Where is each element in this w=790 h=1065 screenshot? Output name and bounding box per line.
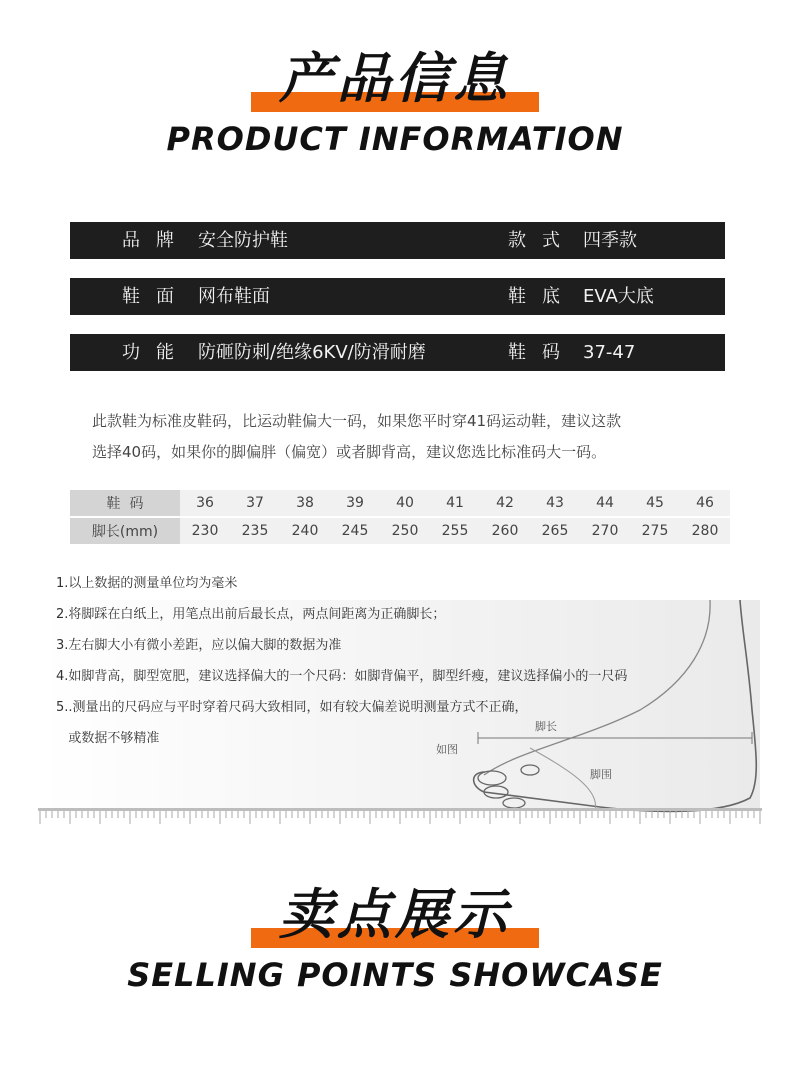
size-cell: 40 (380, 490, 430, 516)
info-key-brand: 品牌 (122, 230, 190, 251)
info-key-function: 功能 (122, 342, 190, 363)
length-cell: 260 (480, 518, 530, 544)
info-key-style: 款式 (508, 230, 576, 251)
length-row (70, 518, 730, 544)
length-cell: 270 (580, 518, 630, 544)
info-key-size: 鞋码 (508, 342, 576, 363)
selling-points-title-wrap (279, 880, 511, 950)
size-cell: 42 (480, 490, 530, 516)
measure-tips (56, 568, 627, 754)
info-row-function (70, 334, 725, 371)
size-cell: 44 (580, 490, 630, 516)
length-cell: 235 (230, 518, 280, 544)
size-cell: 38 (280, 490, 330, 516)
length-cell: 265 (530, 518, 580, 544)
tip-5-cont: 或数据不够精准 (56, 731, 160, 746)
tip-5: 5..测量出的尺码应与平时穿着尺码大致相同，如有较大偏差说明测量方式不正确， (56, 700, 528, 715)
size-cell: 45 (630, 490, 680, 516)
info-value-brand: 安全防护鞋 (198, 230, 288, 251)
tip-2: 2.将脚踩在白纸上，用笔点出前后最长点，两点间距离为正确脚长； (56, 607, 446, 622)
info-row-upper (70, 278, 725, 315)
sizing-note-line-1: 此款鞋为标准皮鞋码，比运动鞋偏大一码，如果您平时穿41码运动鞋，建议这款 (92, 412, 622, 430)
length-cell: 255 (430, 518, 480, 544)
tip-4: 4.如脚背高，脚型宽肥，建议选择偏大的一个尺码：如脚背偏平，脚型纤瘦，建议选择偏小的一尺码 (56, 669, 628, 684)
size-row (70, 490, 730, 516)
ruler-ticks (40, 811, 760, 824)
size-cell: 39 (330, 490, 380, 516)
product-info-title-en: PRODUCT INFORMATION (166, 120, 624, 158)
length-row-label: 脚长(mm) (70, 518, 180, 544)
length-cell: 250 (380, 518, 430, 544)
sizing-note-line-2: 选择40码，如果你的脚偏胖（偏宽）或者脚背高，建议您选比标准码大一码。 (92, 443, 607, 461)
selling-points-title-cn: 卖点展示 (279, 883, 511, 946)
info-key-upper: 鞋面 (122, 286, 190, 307)
ruler-bar (38, 808, 762, 811)
foot-girth-label: 脚围 (590, 768, 612, 781)
length-cell: 230 (180, 518, 230, 544)
selling-points-header (0, 880, 790, 994)
length-cell: 275 (630, 518, 680, 544)
size-cell: 41 (430, 490, 480, 516)
info-value-function: 防砸防刺/绝缘6KV/防滑耐磨 (198, 342, 426, 363)
size-cell: 46 (680, 490, 730, 516)
product-info-header (0, 44, 790, 158)
size-cell: 43 (530, 490, 580, 516)
tip-1: 1.以上数据的测量单位均为毫米 (56, 576, 238, 591)
info-value-style: 四季款 (583, 230, 637, 251)
info-value-sole: EVA大底 (583, 286, 654, 307)
product-info-title-wrap (279, 44, 511, 114)
product-info-title-cn: 产品信息 (279, 47, 511, 110)
length-cell: 245 (330, 518, 380, 544)
size-cell: 36 (180, 490, 230, 516)
size-table (70, 488, 730, 546)
length-cell: 280 (680, 518, 730, 544)
example-label: 如图 (436, 743, 458, 756)
length-cell: 240 (280, 518, 330, 544)
selling-points-title-en: SELLING POINTS SHOWCASE (127, 956, 663, 994)
info-value-size: 37-47 (583, 342, 636, 363)
sizing-note (92, 406, 712, 468)
foot-length-label: 脚长 (535, 720, 557, 733)
size-row-label: 鞋 码 (70, 490, 180, 516)
size-cell: 37 (230, 490, 280, 516)
tip-3: 3.左右脚大小有微小差距，应以偏大脚的数据为准 (56, 638, 342, 653)
info-value-upper: 网布鞋面 (198, 286, 270, 307)
info-key-sole: 鞋底 (508, 286, 576, 307)
info-row-brand (70, 222, 725, 259)
